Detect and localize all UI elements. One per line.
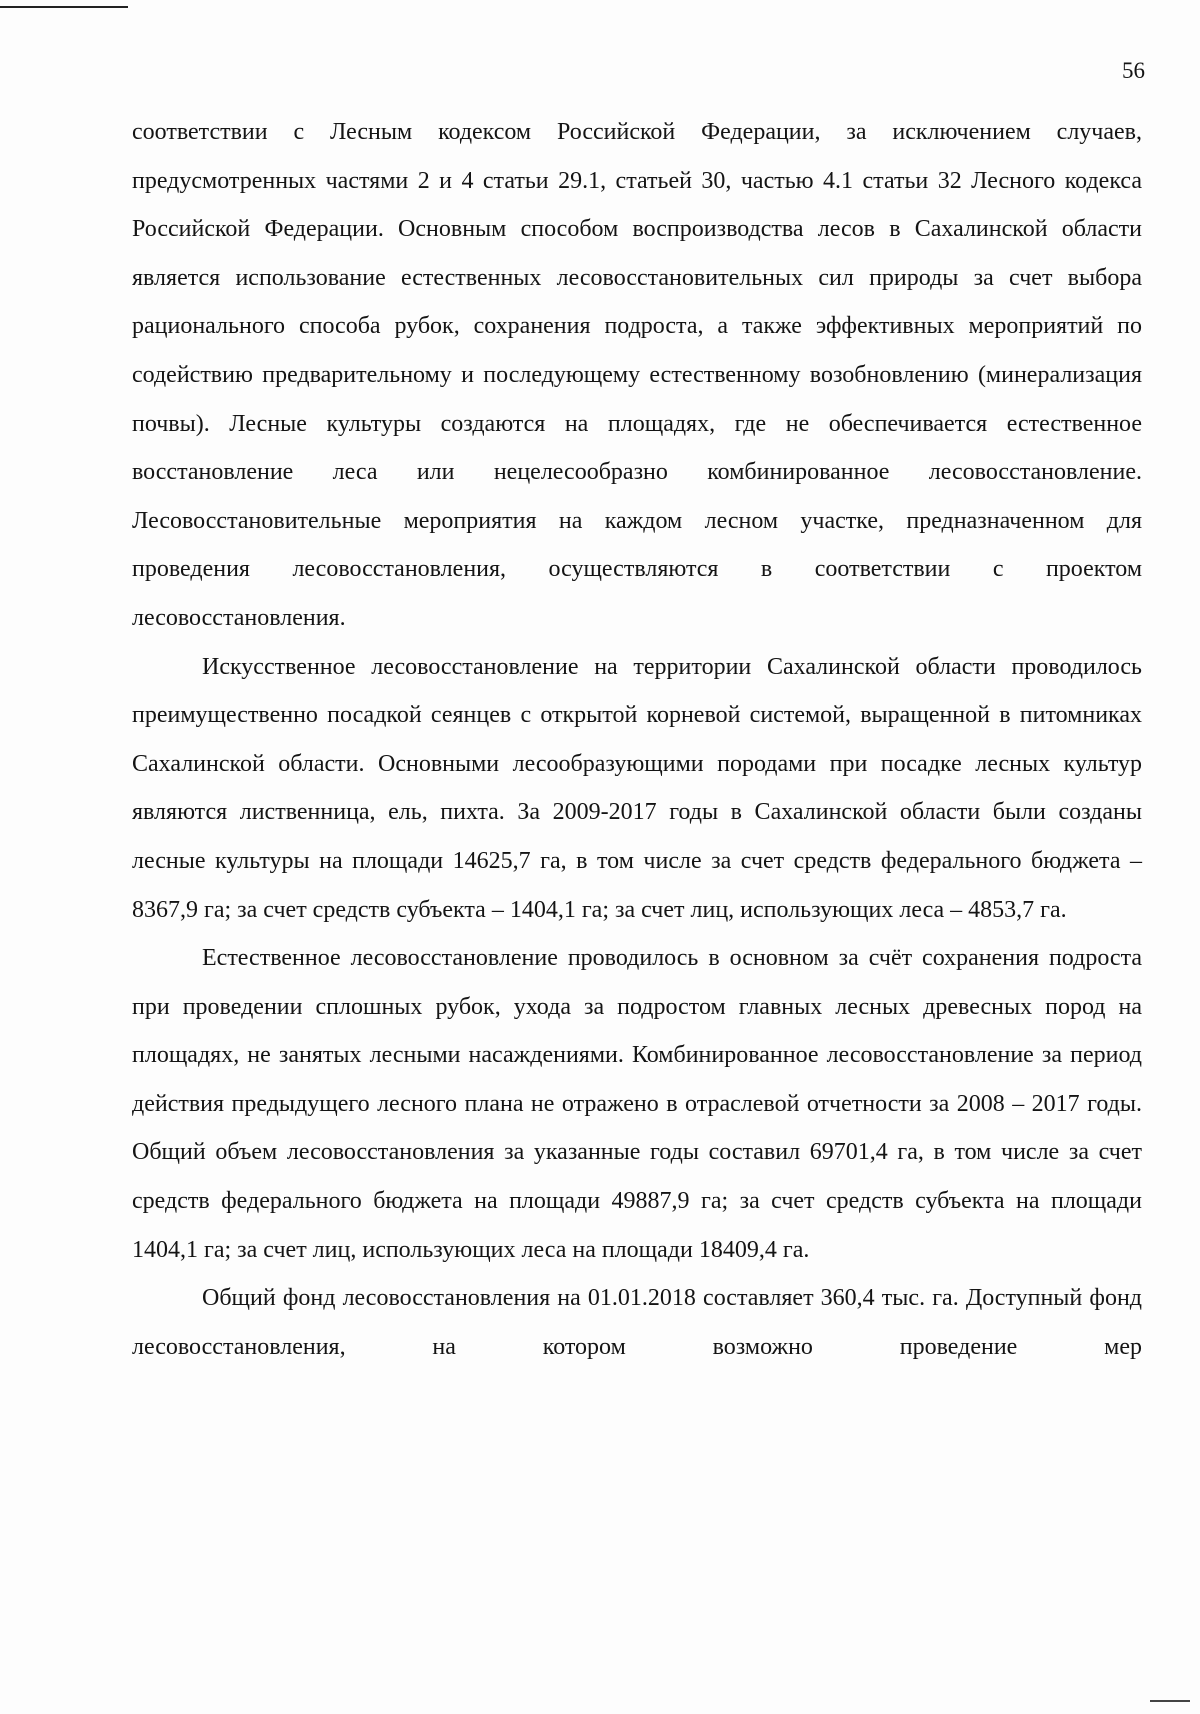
scan-edge-mark bbox=[0, 6, 128, 8]
paragraph-3: Естественное лесовосстановление проводилось в основном за счёт сохранения подроста при проведении сплошных рубок, ухода за подростом главных лесных древесных пород на площадях, не занятых лесными насаждениями. Комбинированное лесовосстановление за период действия предыдущего лесного плана не отражено в отраслевой отчетности за 2008 – 2017 годы. Общий объем лесовосстановления за указанные годы составил 69701,4 га, в том числе за счет средств федерального бюджета на площади 49887,9 га; за счет средств субъекта на площади 1404,1 га; за счет лиц, использующих леса на площади 18409,4 га. bbox=[132, 945, 1142, 1263]
page-body bbox=[132, 108, 1142, 1371]
page-number: 56 bbox=[1122, 58, 1145, 83]
paragraph-4: Общий фонд лесовосстановления на 01.01.2018 составляет 360,4 тыс. га. Доступный фонд лесовосстановления, на котором возможно проведение мер bbox=[132, 1285, 1142, 1360]
scan-edge-mark-bottom bbox=[1150, 1700, 1190, 1702]
paragraph-1: соответствии с Лесным кодексом Российской Федерации, за исключением случаев, предусмотренных частями 2 и 4 статьи 29.1, статьей 30, частью 4.1 статьи 32 Лесного кодекса Российской Федерации. Основным способом воспроизводства лесов в Сахалинской области является использование естественных лесовосстановительных сил природы за счет выбора рационального способа рубок, сохранения подроста, а также эффективных мероприятий по содействию предварительному и последующему естественному возобновлению (минерализация почвы). Лесные культуры создаются на площадях, где не обеспечивается естественное восстановление леса или нецелесообразно комбинированное лесовосстановление. Лесовосстановительные мероприятия на каждом лесном участке, предназначенном для проведения лесовосстановления, осуществляются в соответствии с проектом лесовосстановления. bbox=[132, 119, 1142, 631]
paragraph-2: Искусственное лесовосстановление на территории Сахалинской области проводилось преимущественно посадкой сеянцев с открытой корневой системой, выращенной в питомниках Сахалинской области. Основными лесообразующими породами при посадке лесных культур являются лиственница, ель, пихта. За 2009-2017 годы в Сахалинской области были созданы лесные культуры на площади 14625,7 га, в том числе за счет средств федерального бюджета – 8367,9 га; за счет средств субъекта – 1404,1 га; за счет лиц, использующих леса – 4853,7 га. bbox=[132, 653, 1142, 923]
